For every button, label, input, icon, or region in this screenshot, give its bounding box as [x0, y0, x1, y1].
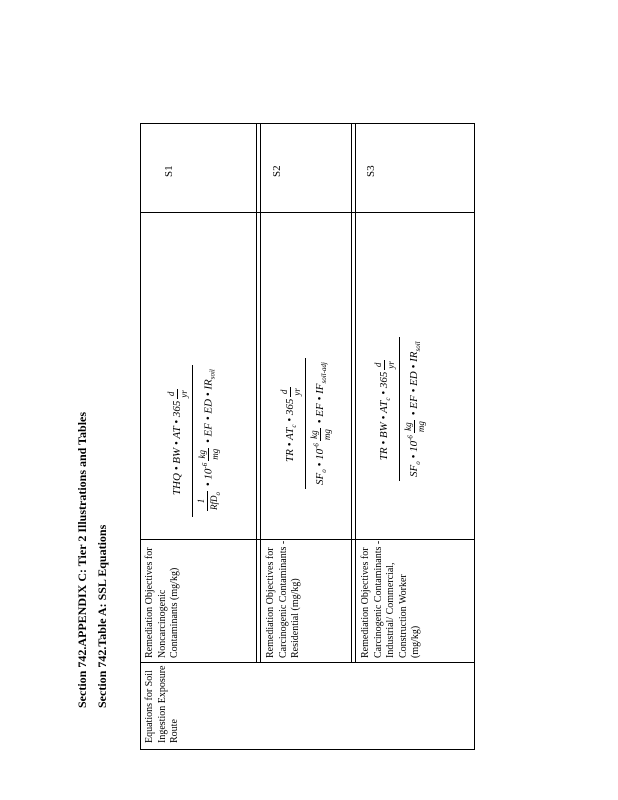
table-heading: Section 742.Table A: SSL Equations [95, 524, 109, 708]
route-label: Equations for Soil Ingestion Exposure Route [144, 665, 180, 743]
ssl-equations-table [140, 123, 475, 750]
col-divider-2 [141, 539, 474, 540]
row-2-description: Remediation Objectives for Carcinogenic Contaminants - Residential (mg/kg) [265, 540, 301, 658]
col-divider-3 [141, 212, 474, 213]
row-1-description: Remediation Objectives for Noncarcinogenic Contaminants (mg/kg) [144, 547, 180, 658]
equation-s2: TR • $AT_c$ • 365 d yr $SF_o$ • $10^{-6}$ kg mg • EF • $IF_{soil-adj}$ [279, 358, 332, 489]
col-divider-1 [141, 662, 474, 663]
row-divider-1 [256, 124, 257, 663]
row-divider-2b [355, 124, 356, 663]
equation-s3: TR • BW • $AT_c$ • 365 d yr $SF_o$ • $10^{-6}$ kg mg • EF • ED • $IR_{soil}$ [373, 337, 426, 481]
row-divider-1b [260, 124, 261, 663]
equation-s1: THQ • BW • AT • 365 d yr 1 RfD$_o$ • $10^{-6}$ kg mg • EF • ED • $IR_{soil}$ [166, 365, 222, 517]
equation-id-s2: S2 [271, 165, 283, 177]
row-3-description: Remediation Objectives for Carcinogenic Contaminants - Industrial/ Commercial, Construction Worker (mg/kg) [360, 540, 421, 658]
equation-id-s1: S1 [163, 165, 175, 177]
equation-id-s3: S3 [365, 165, 377, 177]
row-divider-2 [351, 124, 352, 663]
section-heading: Section 742.APPENDIX C: Tier 2 Illustrations and Tables [75, 411, 89, 708]
